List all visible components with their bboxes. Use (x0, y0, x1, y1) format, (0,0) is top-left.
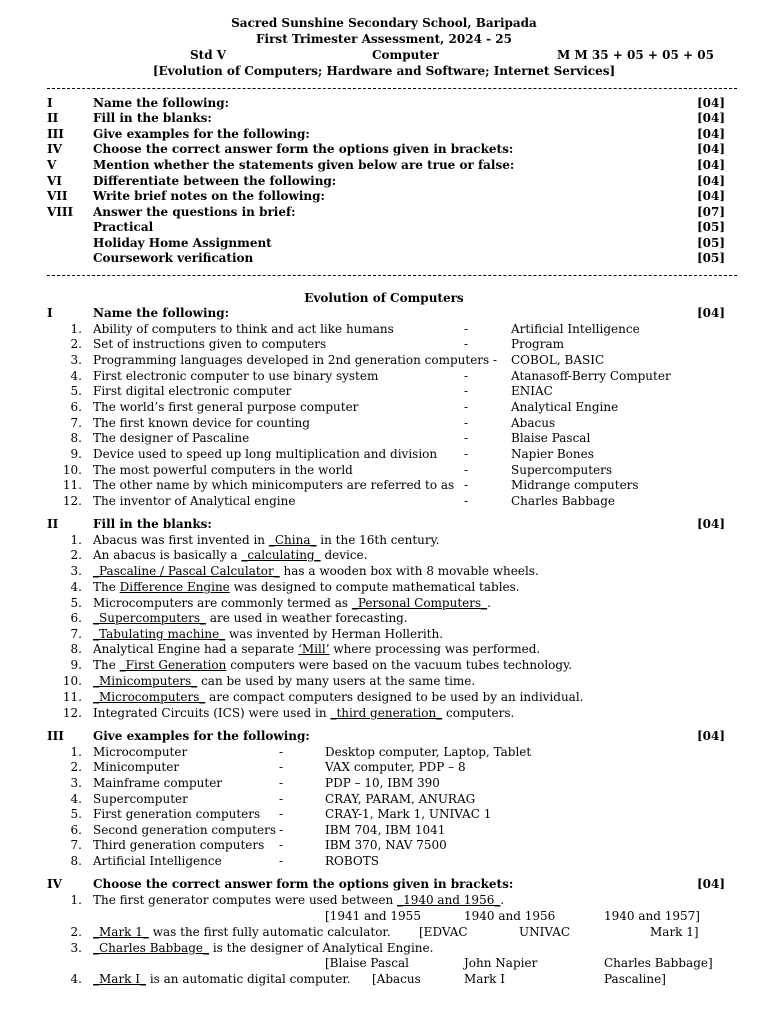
pattern-row: Coursework verification [05] (93, 251, 726, 265)
list-item: 5. First digital electronic computer - ENIAC (70, 384, 553, 398)
list-item: 7. _Tabulating machine_ was invented by Herman Hollerith. (70, 627, 444, 641)
pattern-row: V Mention whether the statements given below are true or false: [04] (47, 158, 726, 172)
list-item: 10. _Minicomputers_ can be used by many users at the same time. (62, 674, 476, 688)
list-item: 4. _Mark I_ is an automatic digital computer. [Abacus Mark I Pascaline] (70, 972, 666, 986)
list-item: 12. Integrated Circuits (ICS) were used in _third generation_ computers. (62, 706, 515, 720)
list-item: 2. An abacus is basically a _calculating_ device. (70, 548, 368, 562)
list-item: 5. Microcomputers are commonly termed as _Personal Computers_. (70, 596, 491, 610)
list-item: 7. Third generation computers - IBM 370, NAV 7500 (70, 838, 447, 852)
list-item: 2. _Mark 1_ was the first fully automatic calculator. [EDVAC UNIVAC Mark 1] (70, 925, 699, 939)
divider-top (47, 88, 737, 89)
section-heading: I Name the following: [04] (47, 306, 726, 320)
list-item: 2. Minicomputer - VAX computer, PDP – 8 (70, 760, 466, 774)
pattern-row: Practical [05] (93, 220, 726, 234)
list-item: 3. _Pascaline / Pascal Calculator_ has a wooden box with 8 movable wheels. (70, 564, 539, 578)
list-item: 3. Mainframe computer - PDP – 10, IBM 390 (70, 776, 440, 790)
list-item: 11. The other name by which minicomputers are referred to as - Midrange computers (62, 478, 639, 492)
pattern-row: VI Differentiate between the following: [04] (47, 174, 726, 188)
list-item: 3. _Charles Babbage_ is the designer of Analytical Engine. (70, 941, 434, 955)
topics: [Evolution of Computers; Hardware and Software; Internet Services] (152, 64, 616, 78)
pattern-row: II Fill in the blanks: [04] (47, 111, 726, 125)
list-item: 6. The world’s first general purpose computer - Analytical Engine (70, 400, 619, 414)
section-heading: II Fill in the blanks: [04] (47, 517, 726, 531)
max-marks: M M 35 + 05 + 05 + 05 (557, 48, 714, 62)
answer-options: [1941 and 1955 1940 and 1956 1940 and 1957] (325, 909, 700, 923)
pattern-row: IV Choose the correct answer form the options given in brackets: [04] (47, 142, 726, 156)
list-item: 9. The _First Generation computers were based on the vacuum tubes technology. (70, 658, 573, 672)
list-item: 1. Abacus was first invented in _China_ in the 16th century. (70, 533, 440, 547)
exam-title: First Trimester Assessment, 2024 - 25 (256, 32, 512, 46)
pattern-row: VIII Answer the questions in brief: [07] (47, 205, 726, 219)
standard: Std V (190, 48, 227, 62)
list-item: 8. Analytical Engine had a separate ‘Mill’ where processing was performed. (70, 642, 541, 656)
list-item: 12. The inventor of Analytical engine - Charles Babbage (62, 494, 615, 508)
section-heading: III Give examples for the following: [04] (47, 729, 726, 743)
list-item: 6. Second generation computers - IBM 704, IBM 1041 (70, 823, 446, 837)
list-item: 1. Ability of computers to think and act like humans - Artificial Intelligence (70, 322, 640, 336)
chapter-title: Evolution of Computers (304, 291, 464, 305)
list-item: 3. Programming languages developed in 2nd generation computers - COBOL, BASIC (70, 353, 605, 367)
pattern-row: VII Write brief notes on the following: [04] (47, 189, 726, 203)
list-item: 11. _Microcomputers_ are compact computers designed to be used by an individual. (62, 690, 584, 704)
pattern-row: I Name the following: [04] (47, 96, 726, 110)
list-item: 10. The most powerful computers in the world - Supercomputers (62, 463, 613, 477)
list-item: 8. The designer of Pascaline - Blaise Pascal (70, 431, 591, 445)
list-item: 5. First generation computers - CRAY-1, Mark 1, UNIVAC 1 (70, 807, 492, 821)
list-item: 7. The first known device for counting - Abacus (70, 416, 556, 430)
list-item: 4. The Difference Engine was designed to compute mathematical tables. (70, 580, 520, 594)
list-item: 1. The first generator computes were used between _1940 and 1956_. (70, 893, 505, 907)
section-heading: IV Choose the correct answer form the options given in brackets: [04] (47, 877, 726, 891)
list-item: 8. Artificial Intelligence - ROBOTS (70, 854, 379, 868)
pattern-row: Holiday Home Assignment [05] (93, 236, 726, 250)
list-item: 6. _Supercomputers_ are used in weather forecasting. (70, 611, 408, 625)
list-item: 2. Set of instructions given to computers - Program (70, 337, 564, 351)
subject: Computer (372, 48, 439, 62)
pattern-row: III Give examples for the following: [04] (47, 127, 726, 141)
school-name: Sacred Sunshine Secondary School, Baripada (231, 16, 537, 30)
list-item: 4. Supercomputer - CRAY, PARAM, ANURAG (70, 792, 476, 806)
list-item: 1. Microcomputer - Desktop computer, Laptop, Tablet (70, 745, 532, 759)
list-item: 9. Device used to speed up long multiplication and division - Napier Bones (70, 447, 594, 461)
divider-bottom (47, 275, 737, 276)
list-item: 4. First electronic computer to use binary system - Atanasoff-Berry Computer (70, 369, 671, 383)
answer-options: [Blaise Pascal John Napier Charles Babbage] (325, 956, 713, 970)
